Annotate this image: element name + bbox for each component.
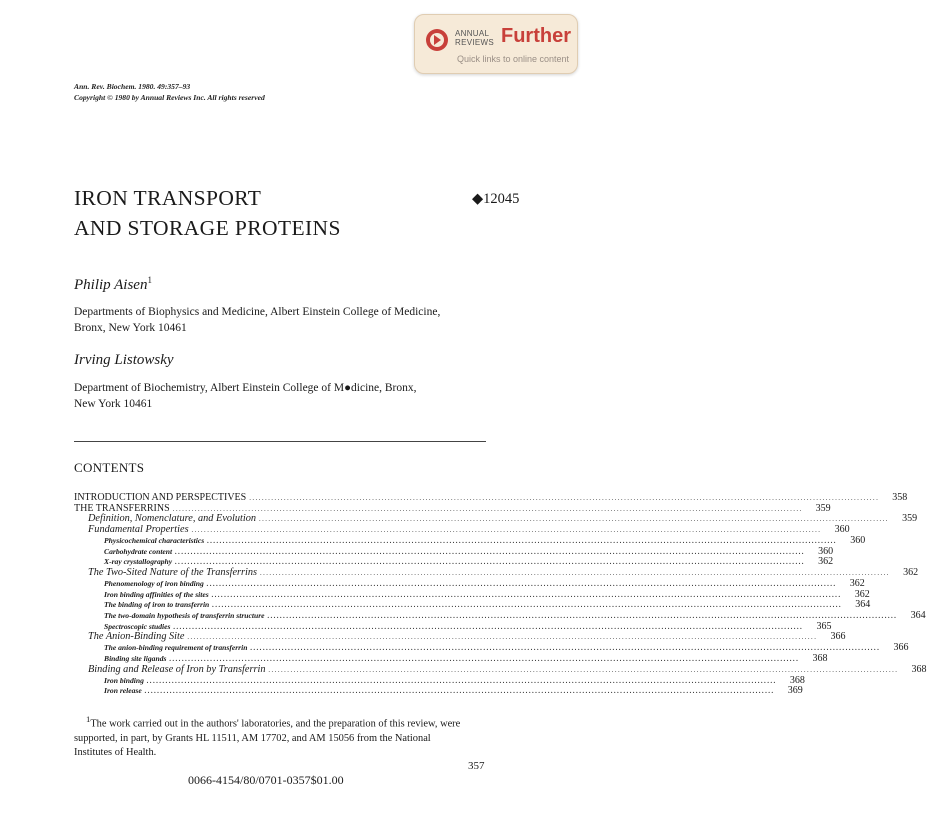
toc-entry-page: 365 [816,620,832,632]
section-divider [74,441,486,442]
footnote-text: The work carried out in the authors' laboratories, and the preparation of this review, were [90,718,461,730]
reference-number: ◆12045 [472,191,520,207]
toc-entry-label: The anion-binding requirement of transferrin [104,643,248,653]
badge-tagline: Quick links to online content [457,54,570,64]
toc-entry [74,674,805,687]
toc-leader-dots: ........................................................................................................................................................................................................ [175,547,806,556]
toc-entry [74,534,866,547]
author-affiliation [74,380,417,412]
toc-entry [74,663,927,676]
toc-entry-page: 362 [903,567,919,579]
toc-entry-label: Definition, Nomenclature, and Evolution [88,513,257,525]
toc-entry-label: Iron binding [104,675,144,685]
annual-reviews-logo-icon [425,28,449,52]
toc-leader-dots: ........................................................................................................................................................................................................ [260,569,891,578]
affiliation-line: New York 10461 [74,398,153,410]
toc-leader-dots: ........................................................................................................................................................................................................ [173,622,804,631]
toc-entry-page: 368 [789,674,805,686]
author-affiliation [74,304,440,336]
publisher-line-2: REVIEWS [455,38,494,47]
toc-entry-label: INTRODUCTION AND PERSPECTIVES [74,492,247,503]
toc-entry-page: 364 [855,599,871,611]
footnote-text: Institutes of Health. [74,746,157,758]
toc-entry-page: 358 [892,492,908,503]
toc-entry-label: Fundamental Properties [88,524,189,536]
annual-reviews-further-badge[interactable] [414,14,578,74]
toc-leader-dots: ........................................................................................................................................................................................................ [211,590,842,599]
toc-leader-dots: ........................................................................................................................................................................................................ [267,611,898,620]
toc-entry-page: 362 [854,588,870,600]
toc-entry-page: 366 [893,642,909,654]
toc-entry-page: 364 [910,609,926,621]
footnote-text: supported, in part, by Grants HL 11511, AM 17702, and AM 15056 from the National [74,732,431,744]
toc-entry [74,577,865,590]
toc-entry-label: Iron release [104,686,142,696]
copyright-notice: Copyright © 1980 by Annual Reviews Inc. All rights reserved [74,93,265,102]
toc-entry-label: Iron binding affinities of the sites [104,589,209,599]
toc-entry-label: Carbohydrate content [104,546,173,556]
toc-entry-label: The two-domain hypothesis of transferrin structure [104,610,265,620]
toc-leader-dots: ........................................................................................................................................................................................................ [207,536,838,545]
toc-entry-page: 368 [911,663,927,675]
toc-entry [74,492,908,503]
toc-leader-dots: ........................................................................................................................................................................................................ [146,676,777,685]
contents-heading: CONTENTS [74,460,145,475]
affiliation-line: Departments of Biophysics and Medicine, Albert Einstein College of Medicine, [74,306,441,318]
toc-leader-dots: ........................................................................................................................................................................................................ [249,494,880,502]
toc-leader-dots: ........................................................................................................................................................................................................ [175,558,806,567]
toc-entry-page: 362 [849,577,865,589]
toc-entry [74,524,850,536]
toc-entry-page: 360 [850,534,866,546]
toc-entry-page: 369 [787,685,803,697]
toc-entry-label: X-ray crystallography [104,557,173,567]
toc-entry [74,567,919,579]
page-number: 357 [468,760,485,772]
author-name: Irving Listowsky [74,352,174,368]
toc-leader-dots: ........................................................................................................................................................................................................ [187,633,818,642]
article-title-line-2: AND STORAGE PROTEINS [74,216,341,240]
toc-entry [74,631,846,643]
journal-citation: Ann. Rev. Biochem. 1980. 49:357–93 [74,82,191,91]
affiliation-line: Bronx, New York 10461 [74,322,187,334]
toc-leader-dots: ........................................................................................................................................................................................................ [212,601,843,610]
toc-entry-label: THE TRANSFERRINS [74,503,170,515]
toc-entry [74,609,926,622]
toc-entry-label: The binding of iron to transferrin [104,600,210,610]
author-name [74,275,152,294]
table-of-contents [74,492,927,697]
toc-leader-dots: ........................................................................................................................................................................................................ [259,515,890,524]
acknowledgment-footnote [74,712,488,760]
toc-entry [74,642,909,654]
toc-entry-page: 360 [818,545,834,557]
toc-entry-label: Spectroscopic studies [104,621,171,631]
toc-entry-label: Physicochemical characteristics [104,535,205,545]
toc-entry [74,588,870,601]
toc-entry-page: 368 [812,652,828,664]
toc-entry [74,685,803,697]
toc-leader-dots: ........................................................................................................................................................................................................ [268,665,899,674]
toc-entry-label: Binding and Release of Iron by Transferrin [88,663,266,675]
toc-entry [74,599,871,611]
toc-leader-dots: ........................................................................................................................................................................................................ [169,654,800,663]
affiliation-line: Department of Biochemistry, Albert Einstein College of M●dicine, Bronx, [74,382,417,394]
toc-entry-label: Phenomenology of iron binding [104,578,204,588]
toc-leader-dots: ........................................................................................................................................................................................................ [206,579,837,588]
toc-leader-dots: ........................................................................................................................................................................................................ [250,644,881,653]
toc-entry-page: 360 [834,524,850,536]
issn-line: 0066-4154/80/0701-0357$01.00 [188,773,344,787]
footnote-marker: 1 [147,275,152,285]
toc-entry-page: 359 [902,513,918,525]
toc-entry-page: 362 [818,556,834,568]
toc-entry-label: The Anion-Binding Site [88,631,185,643]
toc-leader-dots: ........................................................................................................................................................................................................ [144,687,775,696]
toc-entry-label: Binding site ligands [104,653,167,663]
toc-leader-dots: ........................................................................................................................................................................................................ [172,505,803,514]
toc-entry-page: 359 [815,503,831,515]
article-title-line-1: IRON TRANSPORT [74,186,262,210]
author-name-text: Philip Aisen [74,277,148,293]
toc-entry [74,545,834,558]
toc-entry-label: The Two-Sited Nature of the Transferrins [88,567,258,579]
toc-leader-dots: ........................................................................................................................................................................................................ [191,526,822,535]
footnote-marker: 1 [86,714,91,724]
publisher-line-1: ANNUAL [455,29,490,38]
publisher-name [455,29,494,47]
toc-entry-page: 366 [830,631,846,643]
further-brand: Further [501,25,571,47]
